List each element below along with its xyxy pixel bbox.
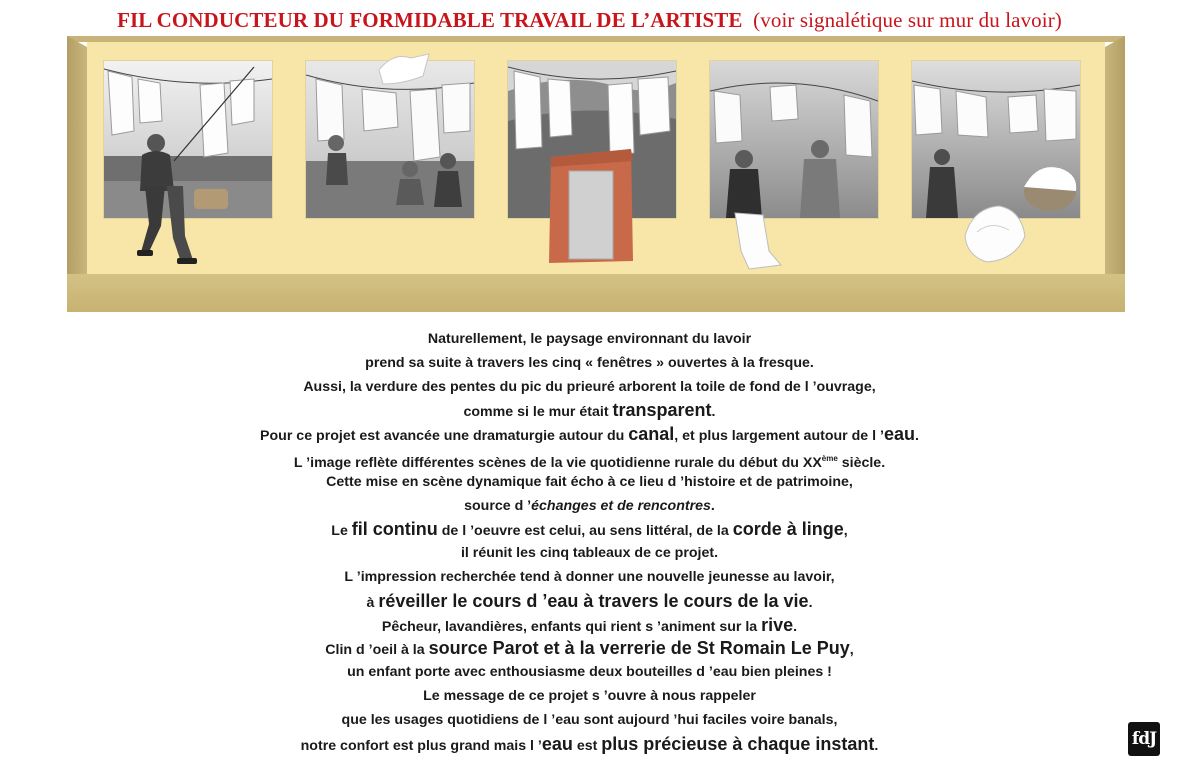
text-line-6: L ’image reflète différentes scènes de la vie quotidienne rurale du début du XXème siècle. — [293, 453, 886, 471]
emphasis-transparent: transparent — [612, 400, 712, 421]
emphasis-plus-precieuse: plus précieuse à chaque instant — [601, 733, 875, 754]
text-line-15: un enfant porte avec enthousiasme deux bouteilles d ’eau bien pleines ! — [347, 664, 832, 681]
text-line-5: Pour ce projet est avancée une dramaturgie autour du canal, et plus largement autour de l ’eau. — [260, 424, 919, 445]
text-line-16: Le message de ce projet s ’ouvre à nous rappeler — [423, 687, 756, 704]
text-line-11: L ’impression recherchée tend à donner une nouvelle jeunesse au lavoir, — [344, 568, 835, 585]
text-line-2: prend sa suite à travers les cinq « fenêtres » ouvertes à la fresque. — [365, 354, 814, 371]
wall-right-side — [1105, 36, 1125, 312]
description-text — [0, 328, 1179, 756]
wall-floor — [67, 274, 1125, 312]
emphasis-eau: eau — [883, 424, 915, 445]
text-line-4: comme si le mur était transparent. — [463, 400, 716, 421]
text-line-8: source d ’échanges et de rencontres. — [464, 497, 715, 514]
emphasis-corde-a-linge: corde à linge — [732, 519, 844, 540]
emphasis-eau-final: eau — [541, 733, 573, 754]
arched-door-overflow — [547, 149, 635, 270]
arched-door-image — [547, 149, 635, 265]
author-logo: fdJ — [1128, 722, 1160, 756]
text-line-14: Clin d ’oeil à la source Parot et à la verrerie de St Romain Le Puy, — [325, 638, 854, 659]
fresco-window-washerwomen — [709, 60, 879, 219]
fisherman-legs-image — [135, 186, 205, 266]
emphasis-reveiller: réveiller le cours d ’eau à travers le cours de la vie — [378, 590, 809, 611]
hanging-sheet-image — [725, 211, 785, 271]
text-line-9: Le fil continu de l ’oeuvre est celui, au sens littéral, de la corde à linge, — [331, 519, 848, 540]
text-line-17: que les usages quotidiens de l ’eau sont aujourd ’hui faciles voire banals, — [341, 711, 838, 728]
text-line-1: Naturellement, le paysage environnant du lavoir — [427, 331, 752, 347]
text-line-12: à réveiller le cours d ’eau à travers le cours de la vie. — [366, 590, 813, 611]
text-line-3: Aussi, la verdure des pentes du pic du prieuré arborent la toile de fond de l ’ouvrage, — [303, 378, 876, 395]
flying-shirt-overflow — [373, 50, 433, 95]
emphasis-source-parot: source Parot et à la verrerie de St Romain Le Puy — [428, 638, 850, 659]
emphasis-rive: rive — [761, 614, 794, 635]
laundry-pile-image — [959, 196, 1029, 266]
laundry-basket-scene-image — [912, 61, 1080, 218]
title-main: FIL CONDUCTEUR DU FORMIDABLE TRAVAIL DE L’ARTISTE — [117, 8, 743, 32]
emphasis-echanges: échanges et de rencontres — [531, 497, 711, 514]
fisherman-legs-overflow — [135, 186, 205, 271]
text-line-13: Pêcheur, lavandières, enfants qui rient s ’animent sur la rive. — [381, 614, 798, 635]
laundry-pile-overflow — [959, 196, 1029, 271]
text-line-10: il réunit les cinq tableaux de ce projet. — [460, 545, 719, 562]
washerwomen-scene-image — [710, 61, 878, 218]
wall-top-edge — [67, 36, 1125, 42]
emphasis-fil-continu: fil continu — [351, 519, 438, 540]
hanging-sheet-overflow — [725, 211, 785, 276]
text-line-18: notre confort est plus grand mais l ’eau est plus précieuse à chaque instant. — [300, 733, 879, 754]
flying-shirt-image — [373, 50, 433, 90]
title-note: (voir signalétique sur mur du lavoir) — [753, 8, 1062, 32]
page-title — [0, 8, 1179, 33]
emphasis-canal: canal — [628, 424, 675, 445]
text-line-7: Cette mise en scène dynamique fait écho à ce lieu d ’histoire et de patrimoine, — [326, 473, 853, 490]
lavoir-fresco-mockup — [67, 36, 1125, 312]
wall-left-side — [67, 36, 87, 312]
